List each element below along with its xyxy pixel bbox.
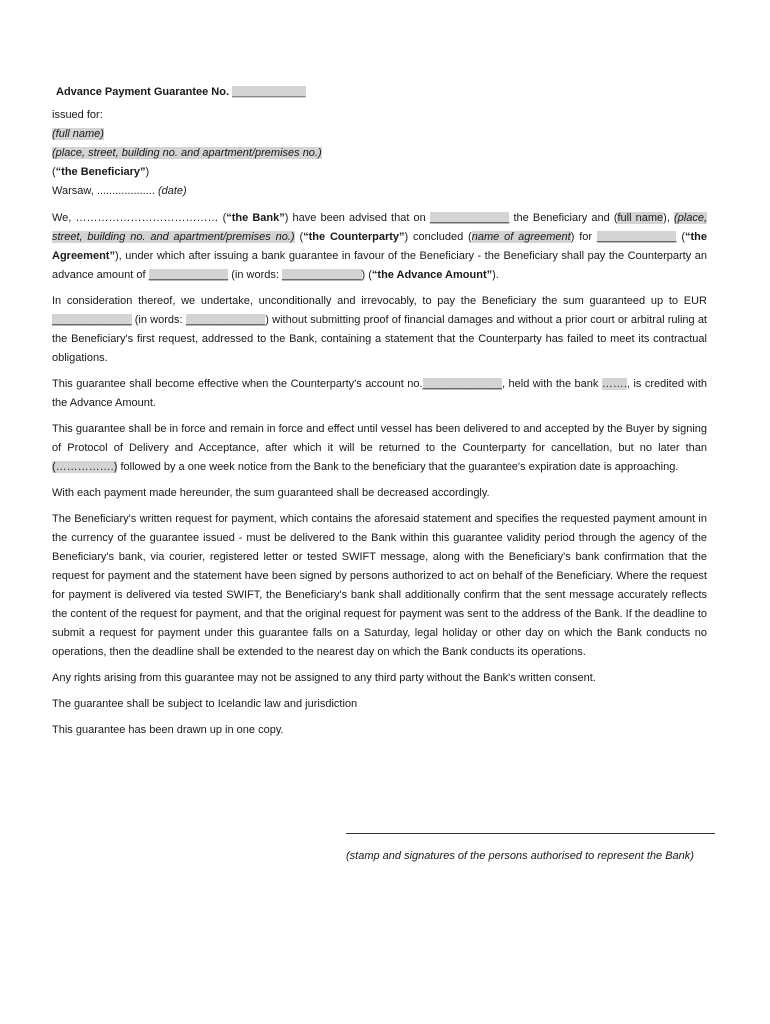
text-we: We, <box>52 212 72 224</box>
text-advised: ) have been advised that on <box>284 212 426 224</box>
address-field: (place, street, building no. and apartment/premises no.) <box>52 147 322 159</box>
text-undertake: In consideration thereof, we undertake, unconditionally and irrevocably, to pay the Beneficiary the sum guaranteed up to EUR <box>52 295 707 307</box>
paragraph-reduction: With each payment made hereunder, the sum guaranteed shall be decreased accordingly. <box>52 487 490 499</box>
title-text: Advance Payment Guarantee No. <box>56 86 230 98</box>
sum-words-blank: _____________ <box>185 314 266 326</box>
advance-amount-label: “the Advance Amount” <box>371 269 493 281</box>
beneficiary-definition <box>52 163 707 182</box>
text-beneficiary-and: the Beneficiary and ( <box>513 212 618 224</box>
paren-open: ( <box>222 212 227 224</box>
amount-words-blank: _____________ <box>281 269 362 281</box>
amount-blank: _____________ <box>148 269 229 281</box>
paren-close: ) <box>145 166 150 178</box>
text-held-with: , held with the bank <box>502 378 599 390</box>
text-validity: This guarantee shall be in force and remain in force and effect until vessel has been delivered to and accepted by the Buyer by signing of Protocol of Delivery and Acceptance, after which it will be returned to the Counterparty for cancellation, but no later than <box>52 423 707 454</box>
text-paren: ) ( <box>361 269 372 281</box>
bank-label: “the Bank” <box>226 212 285 224</box>
agreement-name-field: name of agreement <box>471 231 571 243</box>
paragraph-copies: This guarantee has been drawn up in one copy. <box>52 724 284 736</box>
text-concluded: ) concluded ( <box>404 231 472 243</box>
paragraph-assignment: Any rights arising from this guarantee may not be assigned to any third party without the Bank's written consent. <box>52 672 596 684</box>
bank-name-blank: ……. <box>601 378 627 390</box>
signature-caption: (stamp and signatures of the persons authorised to represent the Bank) <box>346 850 694 862</box>
full-name-field: full name <box>617 212 664 224</box>
agreement-blank: _____________ <box>596 231 677 243</box>
text-for: ) for <box>570 231 593 243</box>
beneficiary-label: “the Beneficiary” <box>55 166 146 178</box>
date-field: (date) <box>157 185 187 197</box>
full-name-field: (full name) <box>52 128 104 140</box>
text-effective: This guarantee shall become effective when the Counterparty's account no. <box>52 378 423 390</box>
agreement-label: “the Agreement” <box>52 231 707 262</box>
paragraph-request: The Beneficiary's written request for payment, which contains the aforesaid statement and specifies the requested payment amount in the currency of the guarantee issued - must be delivered to the Bank within this guarantee validity period through the agency of the Beneficiary's bank, via courier, registered letter or tested SWIFT message, along with the Beneficiary's bank confirmation that the request for payment and the statement have been signed by persons authorized to act on behalf of the Beneficiary. Where the request for payment is delivered via tested SWIFT, the Beneficiary's bank shall additionally confirm that the sent message accurately reflects the content of the request for payment, and that the original request for payment was sent to the address of the Bank. If the deadline to submit a request for payment under this guarantee falls on a Saturday, legal holiday or other day on which the Bank conducts no operations, then the deadline shall be extended to the nearest day on which the Bank conducts its operations. <box>52 513 707 658</box>
text-notice: followed by a one week notice from the Bank to the beneficiary that the guarantee's expiration date is approaching. <box>120 461 679 473</box>
text-comma: ), <box>663 212 670 224</box>
bank-name-field: ………………………………… <box>75 212 219 224</box>
paragraph-parties <box>52 209 707 285</box>
guarantee-number-field: ____________ <box>232 86 306 98</box>
paren-open: ( <box>681 231 685 243</box>
date-blank: _____________ <box>429 212 510 224</box>
paragraph-law: The guarantee shall be subject to Icelandic law and jurisdiction <box>52 698 358 710</box>
paragraph-undertaking <box>52 292 707 368</box>
sum-blank: _____________ <box>52 314 132 326</box>
document-page <box>52 84 707 747</box>
paragraph-validity <box>52 420 707 477</box>
place-text: Warsaw, ................... <box>52 185 155 197</box>
paragraph-effective <box>52 375 707 413</box>
paren-open: ( <box>52 166 56 178</box>
text-end: ). <box>492 269 499 281</box>
document-title <box>56 84 707 100</box>
addressee-block <box>52 106 707 201</box>
account-number-blank: _____________ <box>422 378 503 390</box>
counterparty-label: “the Counterparty” <box>303 231 405 243</box>
paren-open: ( <box>299 231 304 243</box>
text-without-proof: ) without submitting proof of financial damages and without a prior court or arbitral ruling at the Beneficiary's first request, addressed to the Bank, containing a statement that the Counterparty has failed to meet its contractual obligations. <box>52 314 707 364</box>
signature-block <box>346 833 715 862</box>
issued-for-label: issued for: <box>52 109 103 121</box>
address-field: (place, street, building no. and apartment/premises no.) <box>52 212 708 243</box>
signature-line <box>346 833 715 834</box>
expiry-date-blank: (…………….) <box>52 461 118 473</box>
text-in-words: (in words: <box>231 269 279 281</box>
text-credited: , is credited with the Advance Amount. <box>52 378 707 409</box>
text-under-which: ), under which after issuing a bank guarantee in favour of the Beneficiary - the Beneficiary shall pay the Counterparty an advance amount of <box>52 250 707 281</box>
text-in-words: (in words: <box>134 314 183 326</box>
place-date-line <box>52 182 707 201</box>
